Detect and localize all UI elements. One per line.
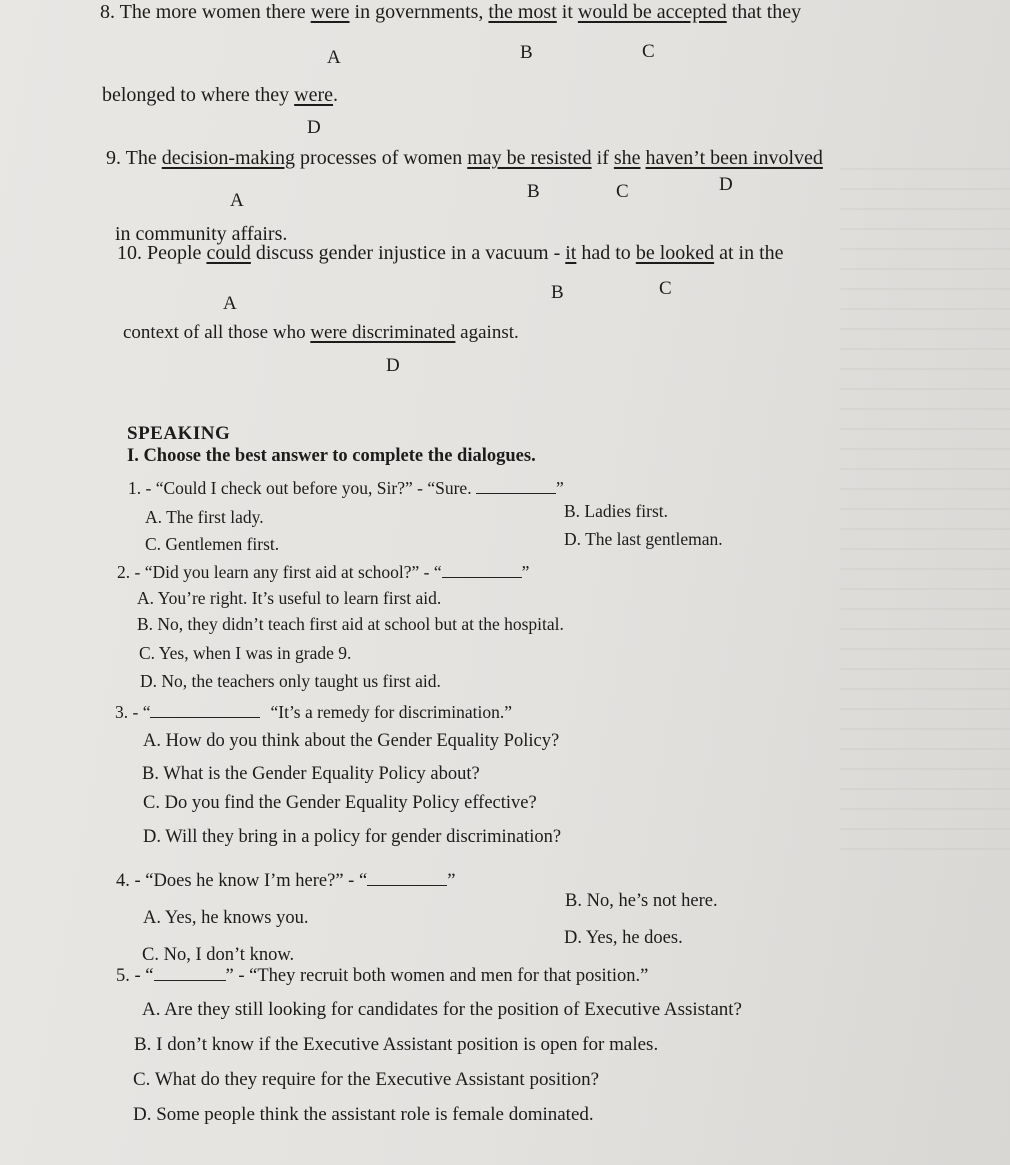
q5-option-b: B. I don’t know if the Executive Assistant position is open for males. xyxy=(134,1034,659,1055)
q9-letter-d: D xyxy=(719,174,733,195)
q3-option-a: A. How do you think about the Gender Equality Policy? xyxy=(143,731,560,751)
q8-letter-c: C xyxy=(642,41,655,62)
q9-letter-a: A xyxy=(230,190,244,211)
q5-option-a: A. Are they still looking for candidates for the position of Executive Assistant? xyxy=(142,999,742,1020)
q2-option-b: B. No, they didn’t teach first aid at school but at the hospital. xyxy=(137,614,564,634)
q1-blank xyxy=(476,479,556,494)
q8-letter-d: D xyxy=(307,117,321,138)
q9-letter-b: B xyxy=(527,181,540,202)
q5-stem: 5. - “ ” - “They recruit both women and men for that position.” xyxy=(116,966,649,986)
instruction: I. Choose the best answer to complete the dialogues. xyxy=(127,446,536,466)
q9-line-2: in community affairs. xyxy=(115,223,288,245)
q3-option-b: B. What is the Gender Equality Policy about? xyxy=(142,764,480,784)
q10-line-1: 10. People could discuss gender injustice in a vacuum - it had to be looked at in the xyxy=(117,242,784,264)
q4-blank xyxy=(367,871,447,886)
q10-letter-d: D xyxy=(386,355,400,376)
q1-option-a: A. The first lady. xyxy=(145,507,264,527)
q5-option-d: D. Some people think the assistant role is female dominated. xyxy=(133,1104,594,1125)
q10-letter-a: A xyxy=(223,293,237,314)
q5-option-c: C. What do they require for the Executive Assistant position? xyxy=(133,1069,600,1090)
q4-option-b: B. No, he’s not here. xyxy=(565,891,718,911)
q10-line-2: context of all those who were discriminated against. xyxy=(123,322,519,343)
q8-line-2: belonged to where they were. xyxy=(102,84,339,106)
q8-letter-b: B xyxy=(520,42,533,63)
q3-stem: 3. - “ “It’s a remedy for discrimination.” xyxy=(115,702,512,722)
q8-line-1: 8. The more women there were in governments, the most it would be accepted that they xyxy=(100,1,802,23)
q8-letter-a: A xyxy=(327,47,341,68)
q2-option-d: D. No, the teachers only taught us first aid. xyxy=(140,671,441,691)
q3-option-d: D. Will they bring in a policy for gender discrimination? xyxy=(143,827,562,847)
q4-stem: 4. - “Does he know I’m here?” - “ ” xyxy=(116,871,456,891)
q9-letter-c: C xyxy=(616,181,629,202)
q2-option-a: A. You’re right. It’s useful to learn first aid. xyxy=(137,588,442,608)
q1-option-d: D. The last gentleman. xyxy=(564,529,723,549)
q9-line-1: 9. The decision-making processes of women may be resisted if she haven’t been involved xyxy=(106,147,823,169)
q5-blank xyxy=(154,966,226,981)
q4-option-d: D. Yes, he does. xyxy=(564,928,683,948)
q4-option-c: C. No, I don’t know. xyxy=(142,945,295,965)
faded-bleed-through-text xyxy=(840,150,1010,850)
q2-option-c: C. Yes, when I was in grade 9. xyxy=(139,643,352,663)
q2-stem: 2. - “Did you learn any first aid at school?” - “ ” xyxy=(117,562,530,582)
section-heading: SPEAKING xyxy=(127,423,231,444)
q10-letter-b: B xyxy=(551,282,564,303)
q4-option-a: A. Yes, he knows you. xyxy=(143,908,309,928)
q10-letter-c: C xyxy=(659,278,672,299)
q3-option-c: C. Do you find the Gender Equality Policy effective? xyxy=(143,793,537,813)
q2-blank xyxy=(442,563,522,578)
q3-blank xyxy=(150,703,260,718)
q1-option-b: B. Ladies first. xyxy=(564,501,669,521)
q1-stem: 1. - “Could I check out before you, Sir?” - “Sure. ” xyxy=(128,478,564,498)
q1-option-c: C. Gentlemen first. xyxy=(145,534,280,554)
